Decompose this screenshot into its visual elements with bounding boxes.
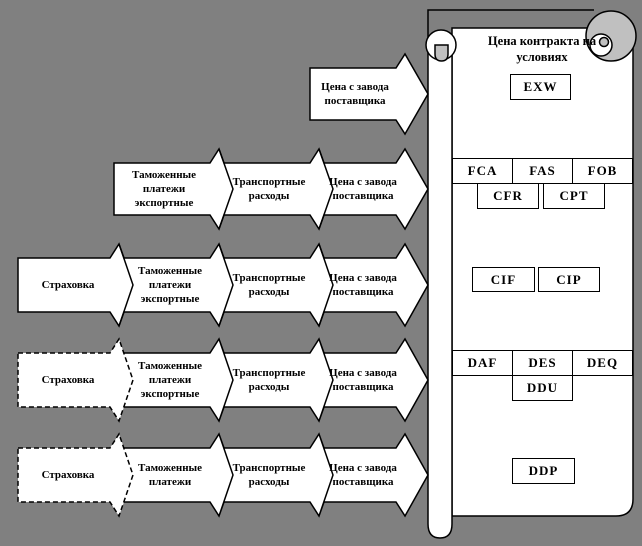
row5-insurance-label: Страховка [41,468,95,481]
arrow-row-1 [310,54,428,134]
row1-price-label: Цена с завода поставщика [321,80,389,107]
row5-customs-label: Таможенные платежи [138,461,202,488]
term-box-fas: FAS [513,159,573,183]
row3-insurance-label: Страховка [41,278,95,291]
row4-customs-export-label: Таможенные платежи экспортные [138,359,202,401]
term-box-cpt: CPT [543,183,605,209]
row4-transport-label: Транспортные расходы [232,366,306,393]
term-box-deq: DEQ [586,355,619,370]
contract-price-title: Цена контракта на условиях [487,34,597,65]
row4-price-label: Цена с завода поставщика [329,366,397,393]
row3-transport-label: Транспортные расходы [232,271,306,298]
term-box-ddu: DDU [512,375,573,401]
term-box-des: DES [513,351,573,375]
term-box-fob: FOB [587,163,618,178]
term-box-cip: CIP [538,267,600,292]
row5-transport-label: Транспортные расходы [232,461,306,488]
term-box-fca: FCA [453,159,513,183]
row4-insurance-label: Страховка [41,373,95,386]
row5-price-label: Цена с завода поставщика [329,461,397,488]
term-box-cif: CIF [472,267,535,292]
term-tier-f [452,158,633,184]
row2-price-label: Цена с завода поставщика [329,175,397,202]
scroll-curl-top-left-tongue-icon [435,45,448,61]
term-box-exw: EXW [510,74,571,100]
row2-customs-export-label: Таможенные платежи экспортные [132,168,196,210]
term-tier-d [452,350,633,376]
term-box-daf: DAF [453,351,513,375]
arrow-row-2 [114,149,428,229]
row3-customs-export-label: Таможенные платежи экспортные [138,264,202,306]
row3-price-label: Цена с завода поставщика [329,271,397,298]
row2-transport-label: Транспортные расходы [232,175,306,202]
scroll-left-strip [428,45,452,538]
term-box-ddp: DDP [512,458,575,484]
term-box-cfr: CFR [477,183,539,209]
